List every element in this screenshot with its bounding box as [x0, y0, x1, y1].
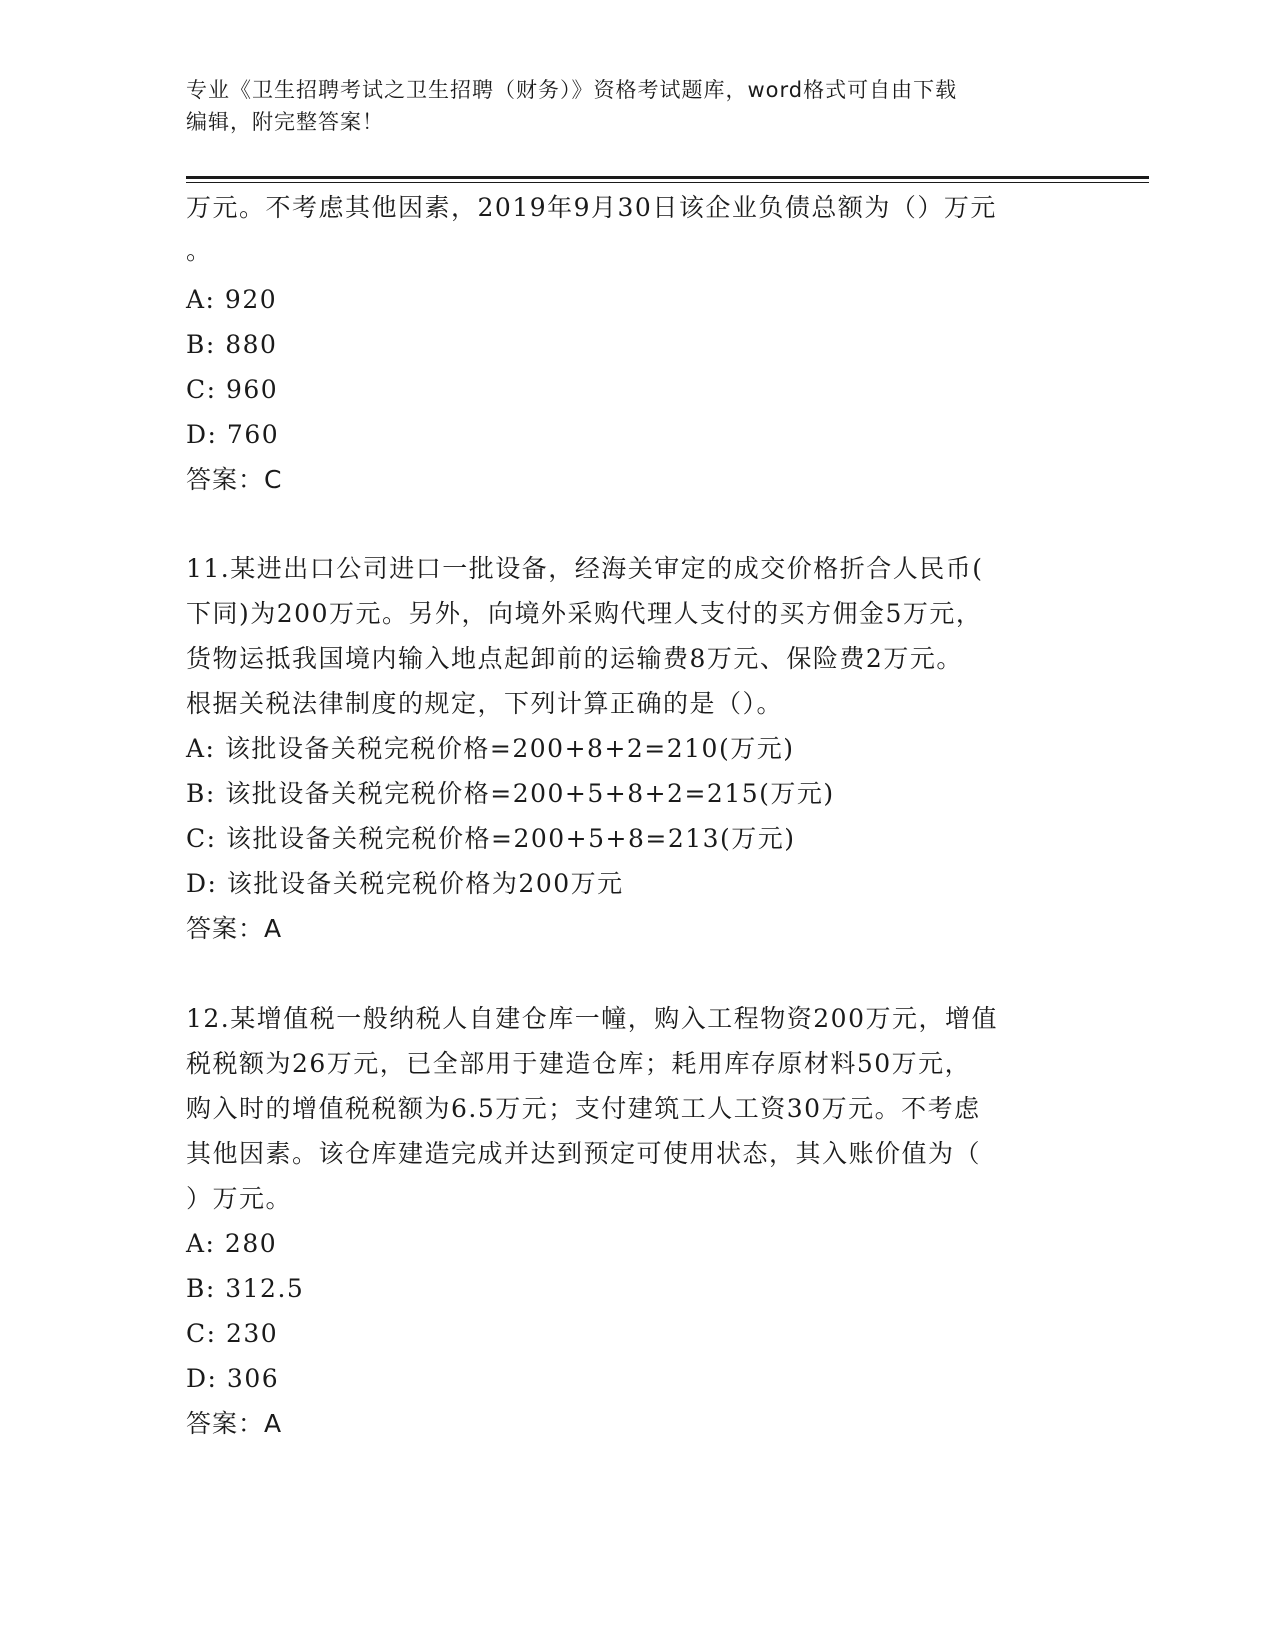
document-header	[186, 74, 1086, 138]
q11-stem-line-1: 11.某进出口公司进口一批设备，经海关审定的成交价格折合人民币(	[186, 554, 984, 583]
q12-option-a: A: 280	[186, 1229, 278, 1258]
q11-option-a: A: 该批设备关税完税价格=200+8+2=210(万元)	[186, 734, 795, 763]
q11-stem-line-3: 货物运抵我国境内输入地点起卸前的运输费8万元、保险费2万元。	[186, 644, 963, 673]
q11-option-c: C: 该批设备关税完税价格=200+5+8=213(万元)	[186, 824, 796, 853]
q10-stem-line-2: 。	[186, 236, 213, 265]
header-line-2: 编辑，附完整答案！	[186, 110, 384, 134]
header-divider-thin	[186, 182, 1149, 183]
q10-answer: 答案：C	[186, 465, 283, 494]
q12-stem-line-1: 12.某增值税一般纳税人自建仓库一幢，购入工程物资200万元，增值	[186, 1004, 998, 1033]
q10-stem-line-1: 万元。不考虑其他因素，2019年9月30日该企业负债总额为（）万元	[186, 193, 997, 222]
q11-answer: 答案：A	[186, 914, 283, 943]
q11-option-b: B: 该批设备关税完税价格=200+5+8+2=215(万元)	[186, 779, 835, 808]
q12-option-b: B: 312.5	[186, 1274, 305, 1303]
q11-option-d: D: 该批设备关税完税价格为200万元	[186, 869, 624, 898]
header-divider-thick	[186, 176, 1149, 179]
q12-stem-line-4: 其他因素。该仓库建造完成并达到预定可使用状态，其入账价值为（	[186, 1139, 982, 1168]
q12-stem-line-5: ）万元。	[186, 1184, 293, 1213]
q10-option-b: B: 880	[186, 330, 278, 359]
q12-stem-line-3: 购入时的增值税税额为6.5万元；支付建筑工人工资30万元。不考虑	[186, 1094, 981, 1123]
q10-option-d: D: 760	[186, 420, 280, 449]
q12-option-c: C: 230	[186, 1319, 279, 1348]
q10-option-a: A: 920	[186, 285, 278, 314]
q12-option-d: D: 306	[186, 1364, 280, 1393]
q12-answer: 答案：A	[186, 1409, 283, 1438]
header-line-1: 专业《卫生招聘考试之卫生招聘（财务）》资格考试题库，word格式可自由下载	[186, 78, 958, 102]
q10-option-c: C: 960	[186, 375, 279, 404]
q12-stem-line-2: 税税额为26万元，已全部用于建造仓库；耗用库存原材料50万元，	[186, 1049, 972, 1078]
q11-stem-line-4: 根据关税法律制度的规定，下列计算正确的是（）。	[186, 689, 784, 718]
q11-stem-line-2: 下同)为200万元。另外，向境外采购代理人支付的买方佣金5万元，	[186, 599, 983, 628]
